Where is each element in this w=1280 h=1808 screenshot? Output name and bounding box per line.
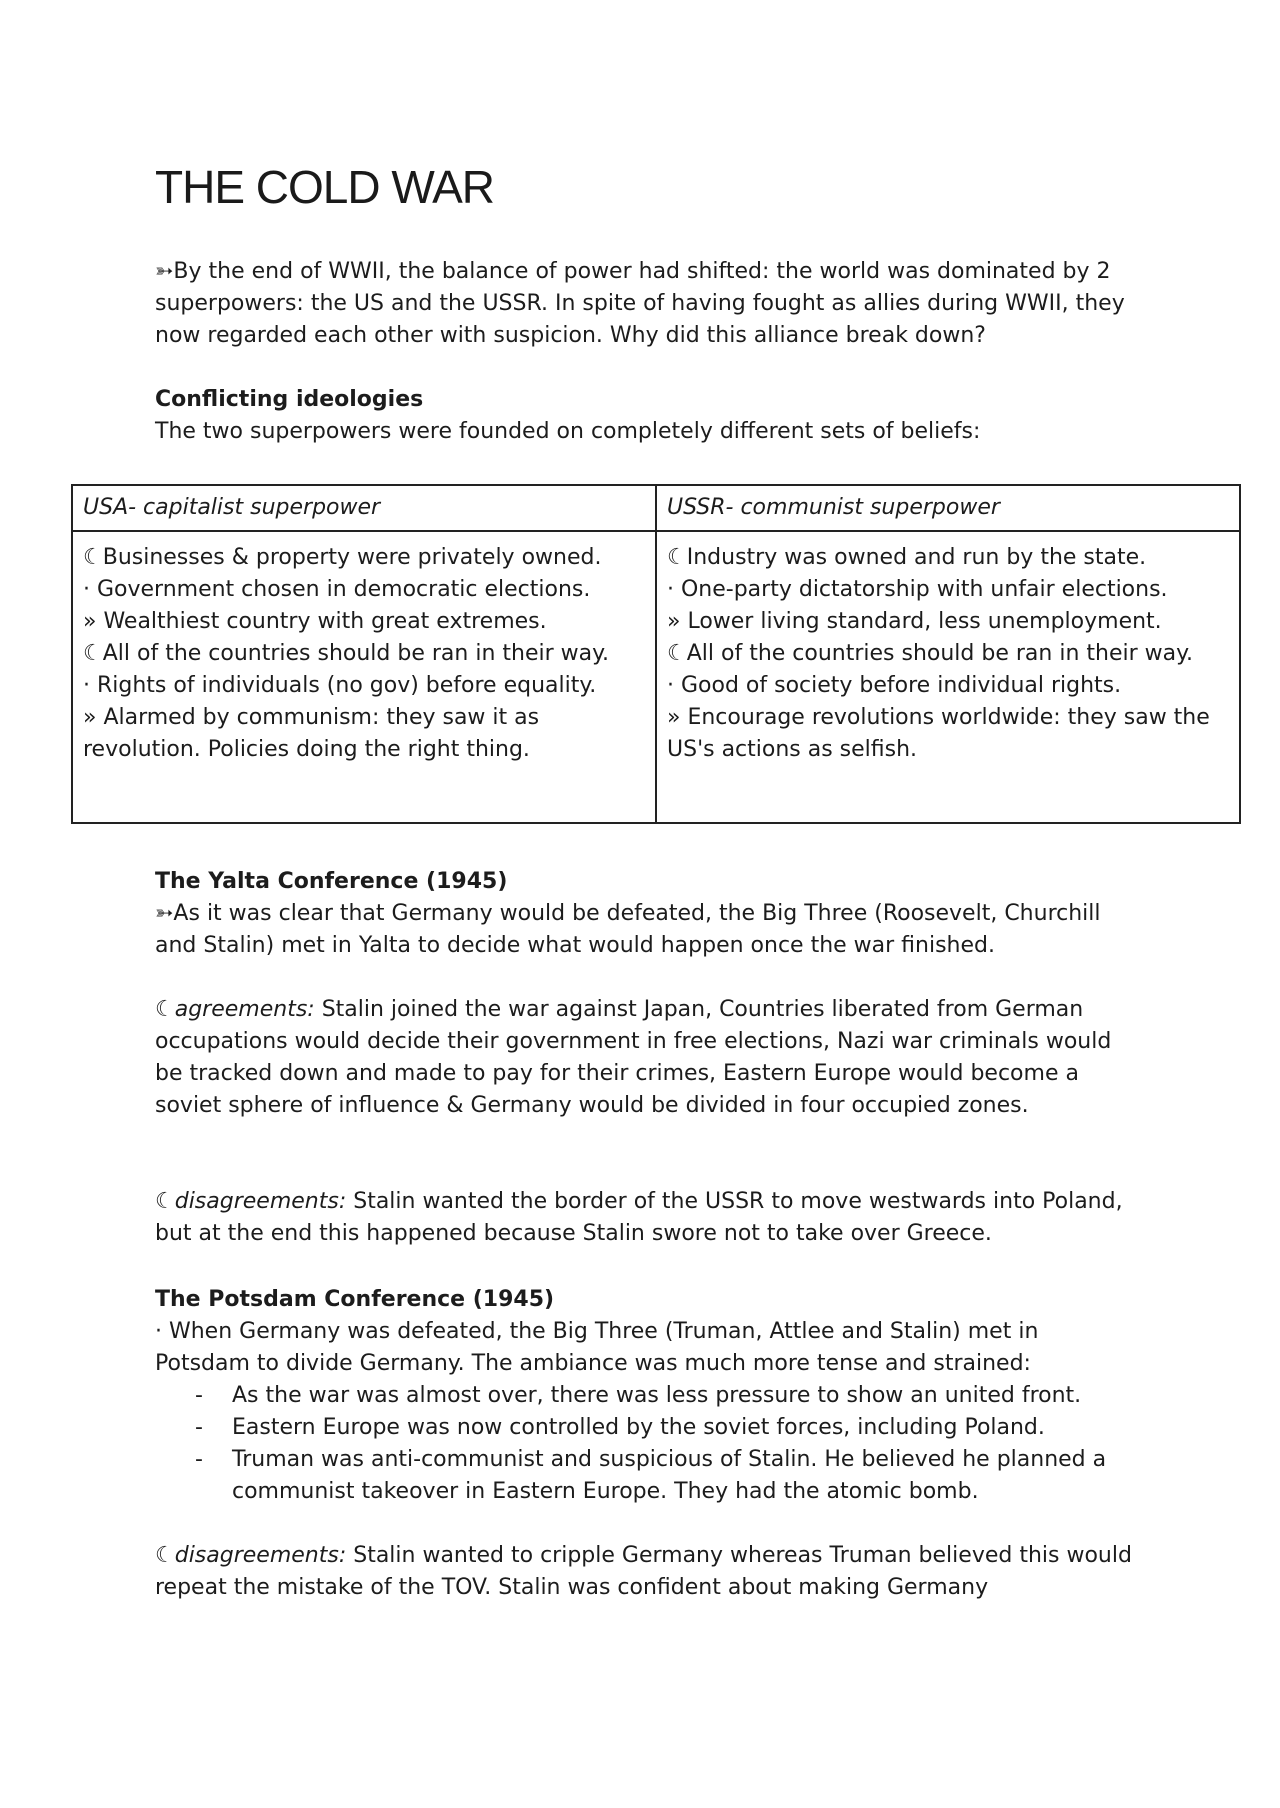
potsdam-section (155, 1284, 1135, 1508)
list-item (155, 1380, 1135, 1412)
ideologies-heading: Conflicting ideologies (155, 387, 424, 412)
yalta-agreements (155, 994, 1135, 1122)
list-item-text: As the war was almost over, there was less pressure to show an united front. (232, 1383, 1082, 1408)
intro-paragraph: ➳By the end of WWII, the balance of power had shifted: the world was dominated by 2 superpowers: the US and the USSR. In spite of having fought as allies during WWII, they now regarded each other with suspicion. Why did this alliance break down? (155, 259, 1125, 348)
dash-marker: - (195, 1447, 203, 1472)
potsdam-disagreements (155, 1540, 1135, 1604)
yalta-paragraph: ➳As it was clear that Germany would be defeated, the Big Three (Roosevelt, Churchill and Stalin) met in Yalta to decide what would happen once the war finished. (155, 901, 1101, 958)
yalta-heading: The Yalta Conference (1945) (155, 869, 508, 894)
dash-marker: - (195, 1383, 203, 1408)
yalta-disagreements-paragraph (155, 1186, 1135, 1250)
potsdam-disagreements-paragraph (155, 1540, 1135, 1604)
intro-section (155, 256, 1135, 352)
ussr-belief-line: · Good of society before individual rights. (667, 673, 1122, 698)
potsdam-bullet-list (155, 1380, 1135, 1508)
ussr-column-header: USSR- communist superpower (656, 485, 1240, 531)
dash-marker: - (195, 1415, 203, 1440)
table-row (72, 531, 1240, 823)
ussr-belief-line: » Lower living standard, less unemployment. (667, 609, 1162, 634)
list-item-text: Truman was anti-communist and suspicious of Stalin. He believed he planned a communist takeover in Eastern Europe. They had the atomic bomb. (232, 1447, 1107, 1504)
list-item (155, 1444, 1135, 1508)
yalta-disagreements-label: ☾disagreements: (155, 1189, 347, 1214)
page-title: THE COLD WAR (155, 161, 494, 213)
usa-belief-line: ☾All of the countries should be ran in their way. (83, 641, 609, 666)
ideologies-text: The two superpowers were founded on completely different sets of beliefs: (155, 419, 981, 444)
list-item (155, 1412, 1135, 1444)
usa-belief-line: · Government chosen in democratic elections. (83, 577, 591, 602)
list-item-text: Eastern Europe was now controlled by the soviet forces, including Poland. (232, 1415, 1045, 1440)
usa-column-header: USA- capitalist superpower (72, 485, 656, 531)
usa-belief-line: ☾Businesses & property were privately owned. (83, 545, 602, 570)
usa-belief-line: » Alarmed by communism: they saw it as revolution. Policies doing the right thing. (83, 705, 540, 762)
potsdam-disagreements-text: Stalin wanted to cripple Germany whereas Truman believed this would repeat the mistake of the TOV. Stalin was confident about making Germany (155, 1543, 1132, 1600)
ussr-belief-line: ☾All of the countries should be ran in their way. (667, 641, 1193, 666)
yalta-section (155, 866, 1135, 962)
usa-belief-line: » Wealthiest country with great extremes. (83, 609, 547, 634)
yalta-agreements-paragraph (155, 994, 1135, 1122)
yalta-disagreements (155, 1186, 1135, 1250)
usa-belief-line: · Rights of individuals (no gov) before equality. (83, 673, 597, 698)
potsdam-disagreements-label: ☾disagreements: (155, 1543, 347, 1568)
table-header-row (72, 485, 1240, 531)
ussr-belief-line: ☾Industry was owned and run by the state. (667, 545, 1147, 570)
yalta-agreements-text: Stalin joined the war against Japan, Countries liberated from German occupations would decide their government in free elections, Nazi war criminals would be tracked down and made to pay for their crimes, Eastern Europe would become a soviet sphere of influence & Germany would be divided in four occupied zones. (155, 997, 1112, 1118)
yalta-agreements-label: ☾agreements: (155, 997, 315, 1022)
potsdam-heading: The Potsdam Conference (1945) (155, 1287, 555, 1312)
ussr-belief-line: · One-party dictatorship with unfair elections. (667, 577, 1168, 602)
usa-beliefs-cell (72, 531, 656, 823)
yalta-disagreements-text: Stalin wanted the border of the USSR to move westwards into Poland, but at the end this happened because Stalin swore not to take over Greece. (155, 1189, 1123, 1246)
ussr-belief-line: » Encourage revolutions worldwide: they saw the US's actions as selfish. (667, 705, 1210, 762)
potsdam-paragraph: · When Germany was defeated, the Big Three (Truman, Attlee and Stalin) met in Potsdam to divide Germany. The ambiance was much more tense and strained: (155, 1319, 1039, 1376)
ideologies-section (155, 384, 1135, 448)
ussr-beliefs-cell (656, 531, 1240, 823)
ideologies-table (71, 484, 1241, 824)
